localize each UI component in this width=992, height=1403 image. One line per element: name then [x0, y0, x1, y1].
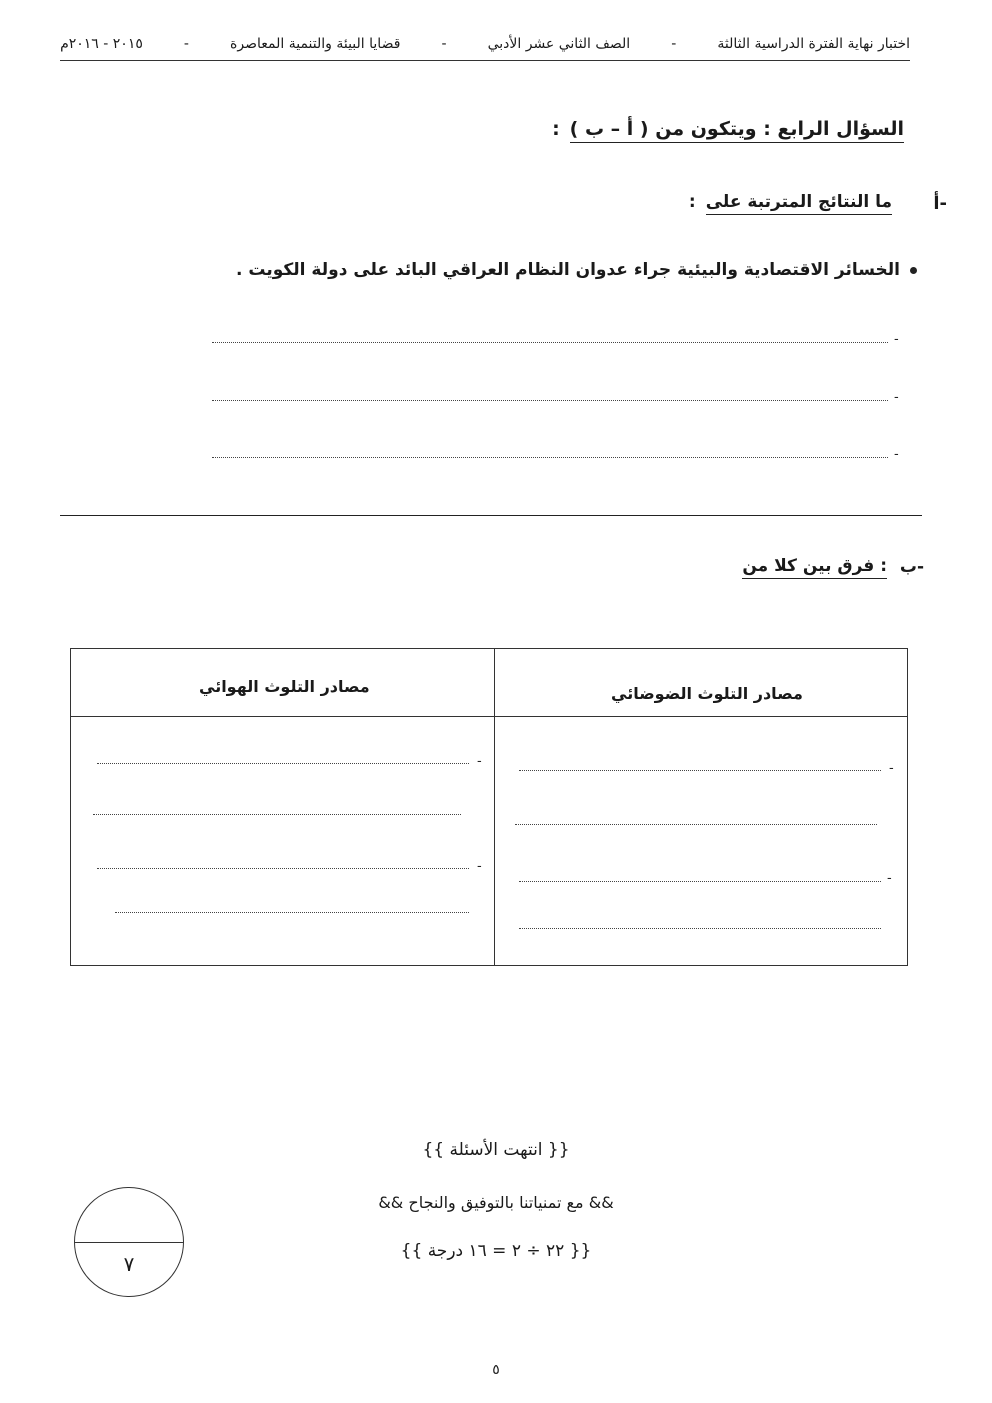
noise-pollution-header: مصادر التلوث الضوضائي [611, 684, 803, 703]
good-luck-message: && مع تمنياتنا بالتوفيق والنجاح && [378, 1193, 614, 1212]
question-heading [552, 118, 904, 143]
part-b-title: فرق بين كلا من : [742, 556, 887, 579]
answer-dash: - [477, 754, 482, 769]
answer-dash: - [894, 390, 899, 405]
comparison-table [70, 648, 908, 966]
air-answer-line[interactable] [97, 868, 469, 869]
air-answer-line[interactable] [115, 912, 469, 913]
part-a-item-text: الخسائر الاقتصادية والبيئية جراء عدوان النظام العراقي البائد على دولة الكويت . [236, 260, 900, 280]
question-title: السؤال الرابع : ويتكون من ( أ – ب ) [570, 118, 904, 143]
part-a-letter: أ- [933, 193, 947, 214]
subject-label: قضايا البيئة والتنمية المعاصرة [230, 36, 401, 52]
page-header [60, 30, 910, 58]
answer-line[interactable] [212, 457, 888, 458]
noise-answer-line[interactable] [515, 824, 877, 825]
score-circle-divider [75, 1242, 183, 1243]
part-b-letter: ب- [899, 557, 924, 577]
answer-dash: - [477, 859, 482, 874]
header-rule [60, 60, 910, 61]
answer-dash: - [887, 871, 892, 886]
answer-line[interactable] [212, 342, 888, 343]
answer-dash: - [894, 447, 899, 462]
end-of-questions: {{ انتهت الأسئلة }} [422, 1140, 570, 1160]
column-divider [494, 649, 495, 965]
air-answer-line[interactable] [93, 814, 461, 815]
part-a-colon: : [688, 192, 696, 212]
page-number: ٥ [492, 1362, 500, 1378]
header-separator: - [441, 36, 447, 52]
noise-answer-line[interactable] [519, 881, 881, 882]
part-a-item [236, 260, 917, 280]
part-a-heading [689, 192, 892, 215]
answer-dash: - [889, 761, 894, 776]
noise-answer-line[interactable] [519, 928, 881, 929]
air-answer-line[interactable] [97, 763, 469, 764]
part-a-title: ما النتائج المترتبة على [706, 192, 892, 215]
air-pollution-header: مصادر التلوث الهوائي [199, 677, 370, 696]
score-circle [74, 1187, 184, 1297]
header-separator: - [671, 36, 677, 52]
bullet-icon [910, 267, 917, 274]
header-row-rule [71, 716, 907, 717]
noise-answer-line[interactable] [519, 770, 881, 771]
total-score-line: {{ ٢٢ ÷ ٢ = ١٦ درجة }} [400, 1241, 592, 1261]
question-colon: : [552, 118, 560, 140]
answer-dash: - [894, 332, 899, 347]
answer-line[interactable] [212, 400, 888, 401]
score-value: ٧ [123, 1252, 135, 1276]
header-separator: - [183, 36, 189, 52]
grade-label: الصف الثاني عشر الأدبي [487, 36, 631, 52]
section-separator [60, 515, 922, 516]
exam-title: اختبار نهاية الفترة الدراسية الثالثة [717, 36, 910, 52]
academic-year: ٢٠١٥ - ٢٠١٦م [60, 36, 143, 52]
